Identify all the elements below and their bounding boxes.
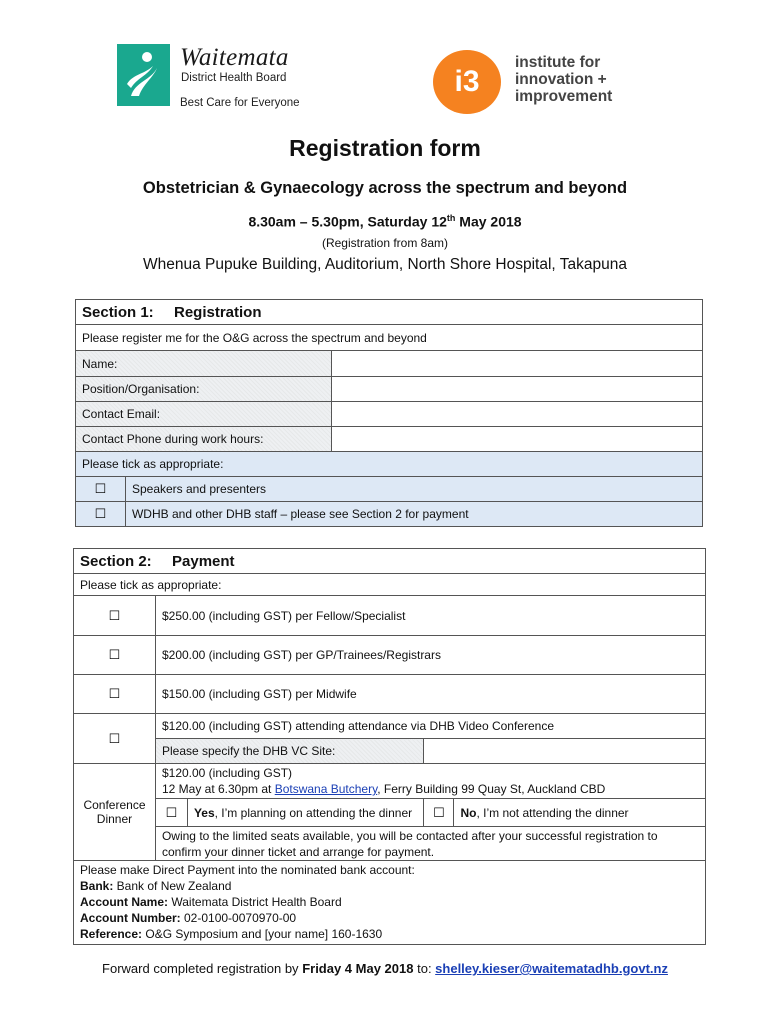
dinner-yes-label bbox=[187, 799, 424, 827]
account-name-label: Account Name: bbox=[80, 895, 169, 909]
wdhb-logo-mark bbox=[117, 44, 170, 106]
name-label: Name: bbox=[76, 351, 332, 377]
footer-email-link[interactable]: shelley.kieser@waitematadhb.govt.nz bbox=[435, 961, 668, 976]
staff-label: WDHB and other DHB staff – please see Section 2 for payment bbox=[125, 502, 702, 527]
section2-number: Section 2: bbox=[80, 552, 152, 570]
dinner-label-line2: Dinner bbox=[96, 812, 133, 826]
footer-instructions bbox=[0, 961, 770, 976]
fellow-label: $250.00 (including GST) per Fellow/Specialist bbox=[155, 596, 705, 636]
section1-tick-prompt: Please tick as appropriate: bbox=[76, 452, 703, 477]
registration-note: (Registration from 8am) bbox=[321, 236, 449, 250]
email-field[interactable] bbox=[331, 402, 702, 427]
dinner-details bbox=[155, 764, 705, 799]
dinner-note: Owing to the limited seats available, you will be contacted after your successful registration to confirm your dinner ticket and arrange for payment. bbox=[155, 827, 705, 861]
bank-intro: Please make Direct Payment into the nominated bank account: bbox=[80, 863, 415, 877]
dinner-label-line1: Conference bbox=[83, 798, 146, 812]
name-field[interactable] bbox=[331, 351, 702, 377]
dinner-no-checkbox[interactable]: ☐ bbox=[424, 799, 454, 827]
staff-checkbox[interactable]: ☐ bbox=[76, 502, 126, 527]
wdhb-logo bbox=[117, 44, 317, 114]
bank-label: Bank: bbox=[80, 879, 114, 893]
section1-intro: Please register me for the O&G across the spectrum and beyond bbox=[76, 325, 703, 351]
vc-site-field[interactable] bbox=[424, 739, 706, 764]
bank-details bbox=[74, 861, 706, 945]
wdhb-name: Waitemata bbox=[180, 44, 289, 71]
account-name-value: Waitemata District Health Board bbox=[168, 895, 342, 909]
i3-logo-text bbox=[515, 54, 612, 105]
dinner-no-label bbox=[454, 799, 706, 827]
dinner-venue-link[interactable]: Botswana Butchery bbox=[274, 782, 378, 796]
dinner-yes-bold: Yes bbox=[193, 805, 215, 820]
section2-header bbox=[74, 549, 706, 574]
section1-header bbox=[76, 300, 703, 325]
dinner-yes-checkbox[interactable]: ☐ bbox=[155, 799, 187, 827]
dinner-no-text: , I’m not attending the dinner bbox=[476, 805, 629, 820]
account-number-value: 02-0100-0070970-00 bbox=[180, 911, 297, 925]
section2-tick-prompt: Please tick as appropriate: bbox=[74, 574, 706, 596]
position-field[interactable] bbox=[331, 377, 702, 402]
dinner-detail-suffix: , Ferry Building 99 Quay St, Auckland CBD bbox=[377, 782, 606, 796]
account-number-label: Account Number: bbox=[80, 911, 181, 925]
gp-checkbox[interactable]: ☐ bbox=[74, 636, 156, 675]
fellow-checkbox[interactable]: ☐ bbox=[74, 596, 156, 636]
phone-label: Contact Phone during work hours: bbox=[76, 427, 332, 452]
section1-number: Section 1: bbox=[82, 303, 154, 321]
reference-label: Reference: bbox=[80, 927, 143, 941]
footer-prefix: Forward completed registration by bbox=[102, 961, 303, 976]
vc-label: $120.00 (including GST) attending attendance via DHB Video Conference bbox=[155, 714, 705, 739]
bank-value: Bank of New Zealand bbox=[113, 879, 232, 893]
vc-site-label: Please specify the DHB VC Site: bbox=[155, 739, 424, 764]
gp-label: $200.00 (including GST) per GP/Trainees/Registrars bbox=[155, 636, 705, 675]
reference-value: O&G Symposium and [your name] 160-1630 bbox=[142, 927, 383, 941]
speakers-checkbox[interactable]: ☐ bbox=[76, 477, 126, 502]
event-subtitle: Obstetrician & Gynaecology across the spectrum and beyond bbox=[142, 179, 628, 197]
dinner-detail-prefix: 12 May at 6.30pm at bbox=[161, 782, 275, 796]
wdhb-tagline: Best Care for Everyone bbox=[180, 97, 300, 109]
section2-title: Payment bbox=[172, 552, 235, 570]
section1-table bbox=[75, 299, 703, 527]
section1-title: Registration bbox=[174, 303, 262, 321]
speakers-label: Speakers and presenters bbox=[125, 477, 702, 502]
page-title: Registration form bbox=[289, 135, 481, 161]
event-date-suffix: May 2018 bbox=[455, 213, 522, 230]
dinner-yes-text: , I’m planning on attending the dinner bbox=[214, 805, 413, 820]
vc-checkbox[interactable]: ☐ bbox=[74, 714, 156, 764]
dinner-price: $120.00 (including GST) bbox=[161, 766, 293, 780]
dinner-label bbox=[74, 764, 156, 861]
position-label: Position/Organisation: bbox=[76, 377, 332, 402]
event-datetime bbox=[0, 213, 770, 230]
email-label: Contact Email: bbox=[76, 402, 332, 427]
i3-line-2: innovation + bbox=[515, 71, 607, 88]
footer-middle: to: bbox=[413, 961, 436, 976]
section2-table bbox=[73, 548, 706, 945]
midwife-label: $150.00 (including GST) per Midwife bbox=[155, 675, 705, 714]
event-venue: Whenua Pupuke Building, Auditorium, North Shore Hospital, Takapuna bbox=[143, 256, 627, 273]
i3-logo bbox=[433, 50, 643, 114]
event-date-sup: th bbox=[446, 213, 456, 223]
midwife-checkbox[interactable]: ☐ bbox=[74, 675, 156, 714]
footer-deadline: Friday 4 May 2018 bbox=[302, 961, 414, 976]
i3-line-1: institute for bbox=[515, 54, 601, 71]
i3-line-3: improvement bbox=[515, 88, 613, 105]
phone-field[interactable] bbox=[331, 427, 702, 452]
i3-logo-mark: i3 bbox=[433, 50, 501, 114]
event-date-prefix: 8.30am – 5.30pm, Saturday 12 bbox=[248, 213, 447, 230]
dinner-no-bold: No bbox=[460, 805, 477, 820]
wdhb-subtitle: District Health Board bbox=[181, 72, 287, 84]
